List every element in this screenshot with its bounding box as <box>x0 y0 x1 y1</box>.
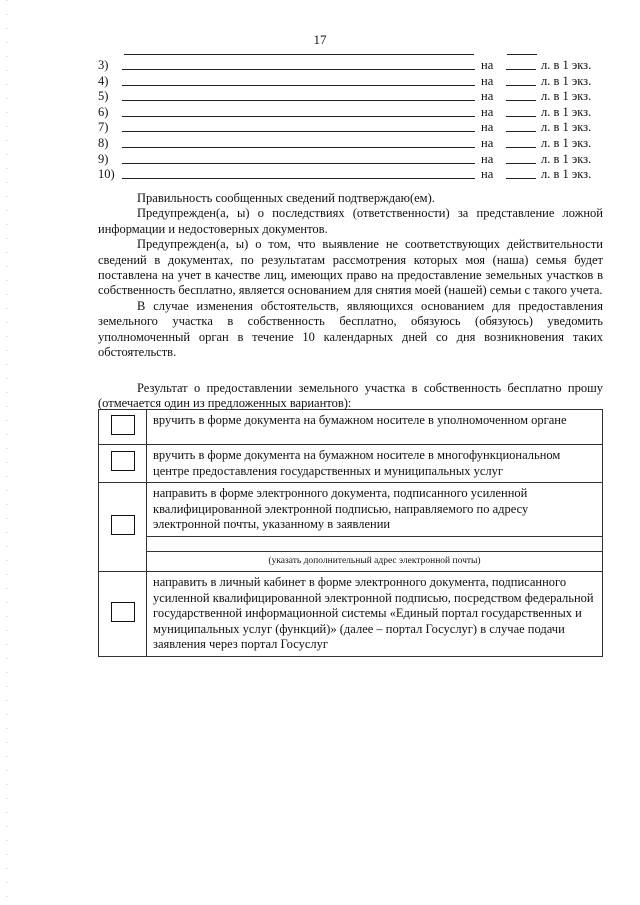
attachment-on-label: на <box>481 73 494 88</box>
attachment-copies-label: л. в 1 экз. <box>541 58 592 72</box>
attachment-copies-label: л. в 1 экз. <box>541 104 592 119</box>
attachment-name-field[interactable] <box>122 100 475 101</box>
attachment-row <box>98 58 603 74</box>
option-checkbox-email[interactable] <box>111 515 135 535</box>
attachment-name-field[interactable] <box>122 85 475 86</box>
attachment-copies-label: л. в 1 экз. <box>541 151 592 166</box>
attachment-name-field[interactable] <box>122 163 475 164</box>
option-checkbox-paper-authority[interactable] <box>111 415 135 435</box>
option-checkbox-cell <box>99 483 147 572</box>
statement-warning-removal: Предупрежден(а, ы) о том, что выявление не соответствующих действительности сведений в документах, по результатам рассмотрения которых моя (наша) семья будет поставлена на учет в качестве лиц, имеющих право на предоставление земельных участков в собственность бесплатно, является основанием для снятия моей (нашей) семьи с такого учета. <box>98 237 603 298</box>
previous-line-count[interactable] <box>507 54 537 55</box>
attachment-row <box>98 74 603 90</box>
attachment-sheet-count-field[interactable] <box>506 178 536 179</box>
attachment-on-label: на <box>481 104 494 119</box>
attachment-number: 3) <box>98 58 109 72</box>
statement-warning-false-info: Предупрежден(а, ы) о последствиях (ответственности) за представление ложной информации и недостоверных документов. <box>98 206 603 236</box>
attachment-sheet-count-field[interactable] <box>506 100 536 101</box>
attachment-number: 6) <box>98 104 109 119</box>
option-checkbox-gosuslugi[interactable] <box>111 602 135 622</box>
attachment-on-label: на <box>481 89 494 104</box>
attachment-row <box>98 105 603 121</box>
attachment-sheet-count-field[interactable] <box>506 163 536 164</box>
attachment-row <box>98 152 603 168</box>
attachment-name-field[interactable] <box>122 131 475 132</box>
option-label: направить в форме электронного документа, подписанного усиленной квалифицированной электронной подписью, направляемого по адресу электронной почты, указанному в заявлении <box>147 483 603 537</box>
attachment-row <box>98 120 603 136</box>
attachment-number: 7) <box>98 120 109 135</box>
attachment-number: 4) <box>98 73 109 88</box>
attachment-list <box>98 58 603 183</box>
attachment-row <box>98 89 603 105</box>
attachment-copies-label: л. в 1 экз. <box>541 135 592 150</box>
attachment-number: 8) <box>98 135 109 150</box>
email-note-row <box>99 551 603 571</box>
result-choice-intro <box>98 381 603 412</box>
attachment-copies-label: л. в 1 экз. <box>541 89 592 104</box>
attachment-on-label: на <box>481 167 494 182</box>
attachment-on-label: на <box>481 151 494 166</box>
attachment-on-label: на <box>481 120 494 135</box>
attachment-name-field[interactable] <box>122 69 475 70</box>
option-label: направить в личный кабинет в форме электронного документа, подписанного усиленной квалифицированной электронной подписью, посредством федеральной государственной информационной системы «Единый портал государственных и муниципальных услуг (функций)» (далее – портал Госуслуг) в случае подачи заявления через портал Госуслуг <box>147 571 603 656</box>
option-checkbox-cell <box>99 445 147 483</box>
result-options-table <box>98 409 603 657</box>
previous-line-blank[interactable] <box>124 54 474 55</box>
attachment-copies-label: л. в 1 экз. <box>541 120 592 135</box>
attachment-copies-label: л. в 1 экз. <box>541 167 592 182</box>
option-row <box>99 445 603 483</box>
attachment-on-label: на <box>481 58 494 72</box>
option-row <box>99 483 603 537</box>
statements-block <box>98 191 603 360</box>
statement-obligation-notify: В случае изменения обстоятельств, являющихся основанием для предоставления земельного участка в собственность бесплатно, обязуюсь (обязуюсь) уведомить уполномоченный орган в течение 10 календарных дней со дня возникновения таких обстоятельств. <box>98 298 603 360</box>
attachment-number: 10) <box>98 167 115 182</box>
attachment-name-field[interactable] <box>122 147 475 148</box>
attachment-sheet-count-field[interactable] <box>506 131 536 132</box>
attachment-row <box>98 136 603 152</box>
additional-email-field[interactable] <box>147 536 603 551</box>
result-choice-text: Результат о предоставлении земельного участка в собственность бесплатно прошу (отмечается один из предложенных вариантов): <box>98 381 603 411</box>
option-checkbox-cell <box>99 571 147 656</box>
attachment-sheet-count-field[interactable] <box>506 85 536 86</box>
attachment-on-label: на <box>481 135 494 150</box>
attachment-number: 9) <box>98 151 109 166</box>
option-label: вручить в форме документа на бумажном носителе в многофункциональном центре предоставления государственных и муниципальных услуг <box>147 445 603 483</box>
statement-confirm: Правильность сообщенных сведений подтверждаю(ем). <box>137 191 435 205</box>
option-row <box>99 571 603 656</box>
option-checkbox-paper-mfc[interactable] <box>111 451 135 471</box>
attachment-name-field[interactable] <box>122 116 475 117</box>
attachment-sheet-count-field[interactable] <box>506 69 536 70</box>
email-input-row <box>99 536 603 551</box>
page-number: 17 <box>313 32 327 47</box>
attachment-number: 5) <box>98 89 109 104</box>
scan-margin-mark <box>6 0 8 905</box>
attachment-copies-label: л. в 1 экз. <box>541 73 592 88</box>
attachment-sheet-count-field[interactable] <box>506 116 536 117</box>
option-checkbox-cell <box>99 410 147 445</box>
attachment-name-field[interactable] <box>122 178 475 179</box>
attachment-sheet-count-field[interactable] <box>506 147 536 148</box>
attachment-row <box>98 167 603 183</box>
option-row <box>99 410 603 445</box>
additional-email-note: (указать дополнительный адрес электронной почты) <box>147 551 603 571</box>
option-label: вручить в форме документа на бумажном носителе в уполномоченном органе <box>147 410 603 445</box>
